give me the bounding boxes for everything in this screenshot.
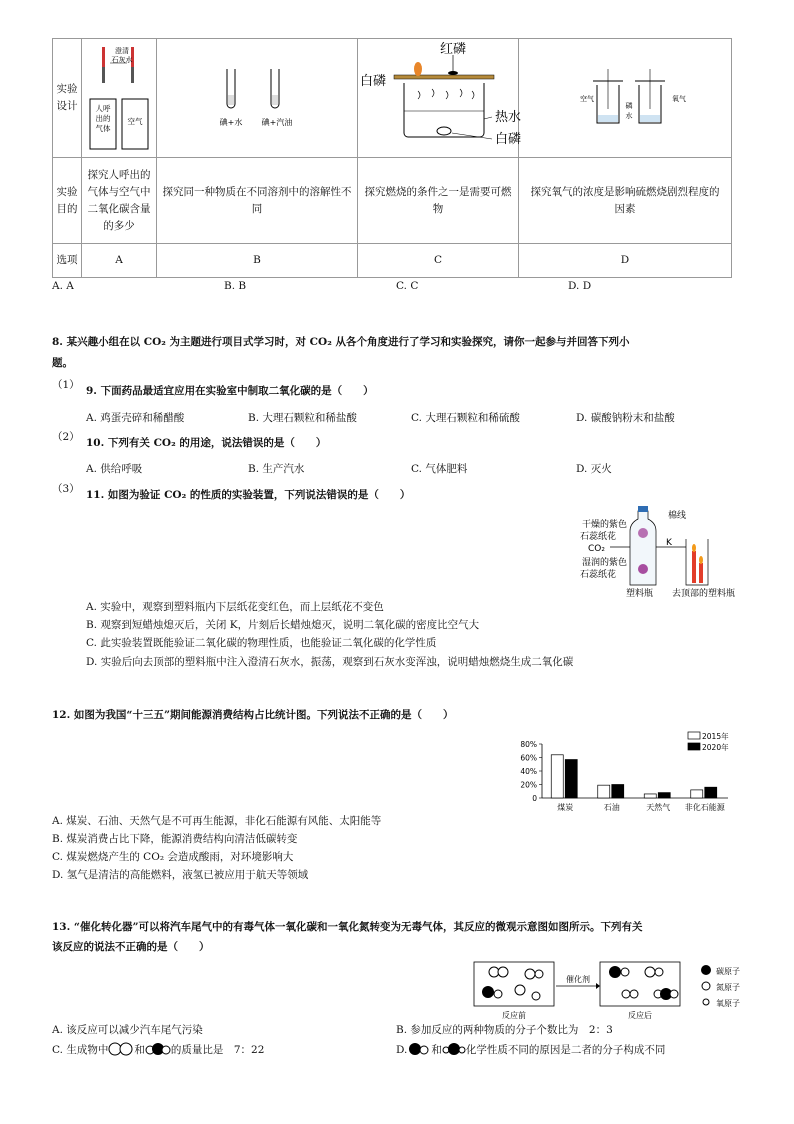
co2-molecule-icon-d xyxy=(442,1042,466,1056)
label-exhaled-1: 人呼 xyxy=(95,104,111,113)
x-tick-label: 石油 xyxy=(603,803,620,812)
purpose-c: 探究燃烧的条件之一是需要可燃物 xyxy=(358,158,519,244)
n2-molecule-icon xyxy=(108,1042,134,1056)
label-before: 反应前 xyxy=(502,1011,526,1020)
design-d xyxy=(519,39,732,158)
row-label-design: 实验 设计 xyxy=(53,39,82,158)
q13-option-b[interactable]: B. 参加反应的两种物质的分子个数比为 2：3 xyxy=(396,1024,613,1036)
legend-label: 2015年 xyxy=(702,732,729,741)
label-dry-2: 石蕊纸花 xyxy=(580,532,617,542)
q12-option-c[interactable]: C. 煤炭燃烧产生的 CO₂ 会造成酸雨，对环境影响大 xyxy=(52,851,294,863)
q7-option-a[interactable]: A. A xyxy=(52,280,74,292)
q13-option-c[interactable] xyxy=(52,1042,264,1057)
q13-option-d-prefix: D. xyxy=(396,1044,408,1056)
sub-number-2: （2） xyxy=(52,431,80,443)
q13-option-d[interactable] xyxy=(396,1042,665,1057)
q7-option-b[interactable]: B. B xyxy=(224,280,247,292)
y-tick-label: 80% xyxy=(520,740,537,749)
bar-2020年-天然气 xyxy=(658,793,670,798)
option-c: C xyxy=(358,244,519,278)
q9-option-b[interactable]: B. 大理石颗粒和稀盐酸 xyxy=(248,412,357,424)
row-label-purpose: 实验 目的 xyxy=(53,158,82,244)
option-d: D xyxy=(519,244,732,278)
co-molecule-icon xyxy=(407,1042,431,1056)
figure-breath-test xyxy=(82,39,156,151)
q10-option-d[interactable]: D. 灭火 xyxy=(576,463,612,475)
purpose-d: 探究氧气的浓度是影响硫燃烧剧烈程度的因素 xyxy=(519,158,732,244)
bar-2020年-非化石能源 xyxy=(705,787,717,798)
figure-combustion xyxy=(358,39,522,151)
bar-2015年-非化石能源 xyxy=(691,790,703,798)
label-catalyst: 催化剂 xyxy=(566,975,590,984)
before-box xyxy=(474,962,554,1006)
co2-molecule-icon xyxy=(145,1042,171,1056)
label-d-water: 水 xyxy=(625,112,633,120)
reaction-diagram xyxy=(470,960,750,1022)
q10-option-c[interactable]: C. 气体肥料 xyxy=(411,463,468,475)
sub-number-1: （1） xyxy=(52,379,80,391)
design-b xyxy=(157,39,358,158)
design-c xyxy=(358,39,522,158)
bar-2020年-石油 xyxy=(612,785,624,799)
label-co2: CO₂ xyxy=(588,544,605,554)
q13-option-a[interactable]: A. 该反应可以减少汽车尾气污染 xyxy=(52,1024,203,1036)
label-wet-2: 石蕊纸花 xyxy=(580,570,617,580)
row-label-option: 选项 xyxy=(53,244,82,278)
bar-2015年-天然气 xyxy=(644,794,656,798)
q12-stem: 12. 如图为我国“十三五”期间能源消费结构占比统计图。下列说法不正确的是（ ） xyxy=(52,709,454,721)
bar-2015年-煤炭 xyxy=(551,755,563,798)
legend-label: 2020年 xyxy=(702,743,729,752)
x-tick-label: 非化石能源 xyxy=(684,803,725,812)
energy-consumption-chart xyxy=(506,728,748,814)
q11-option-a[interactable]: A. 实验中，观察到塑料瓶内下层纸花变红色，而上层纸花不变色 xyxy=(86,601,384,613)
legend-oxygen: 氧原子 xyxy=(716,999,740,1008)
y-tick-label: 60% xyxy=(520,753,537,763)
label-iodine-water: 碘+水 xyxy=(219,118,243,127)
legend-nitrogen: 氮原子 xyxy=(716,983,740,992)
legend-swatch xyxy=(688,743,700,750)
label-cut-bottle: 去顶部的塑料瓶 xyxy=(672,589,736,599)
figure-co2-experiment xyxy=(568,503,748,603)
label-d-phosphorus: 磷 xyxy=(625,102,633,110)
option-b: B xyxy=(157,244,358,278)
label-plastic-bottle: 塑料瓶 xyxy=(626,589,654,599)
q13-option-c-and: 和 xyxy=(134,1044,145,1056)
design-a xyxy=(82,39,157,158)
legend-carbon: 碳原子 xyxy=(716,967,740,976)
q10-option-a[interactable]: A. 供给呼吸 xyxy=(86,463,143,475)
label-wet-1: 湿润的紫色 xyxy=(582,558,628,568)
figure-sulfur-burning xyxy=(519,39,731,151)
q8-stem-line2: 题。 xyxy=(52,357,73,369)
x-tick-label: 煤炭 xyxy=(557,803,574,812)
label-d-oxygen: 氧气 xyxy=(672,95,686,103)
q7-option-c[interactable]: C. C xyxy=(396,280,419,292)
label-dry-1: 干燥的紫色 xyxy=(582,520,628,530)
q13-option-c-suffix: 的质量比是 7：22 xyxy=(170,1044,265,1056)
q13-option-c-prefix: C. 生成物中 xyxy=(52,1044,109,1056)
option-a: A xyxy=(82,244,157,278)
label-hot-water: 热水 xyxy=(494,110,522,125)
y-tick-label: 0 xyxy=(532,794,537,803)
q12-option-d[interactable]: D. 氢气是清洁的高能燃料，液氢已被应用于航天等领域 xyxy=(52,869,309,881)
sub-number-3: （3） xyxy=(52,483,80,495)
y-tick-label: 20% xyxy=(520,780,537,790)
label-exhaled-3: 气体 xyxy=(95,124,111,133)
q13-stem-line1: 13. “催化转化器”可以将汽车尾气中的有毒气体一氧化碳和一氧化氮转变为无毒气体，其反应的微观示意图如图所示。下列有关 xyxy=(52,921,643,933)
q11-option-d[interactable]: D. 实验后向去顶部的塑料瓶中注入澄清石灰水，振荡，观察到石灰水变浑浊，说明蜡烛燃烧生成二氧化碳 xyxy=(86,656,574,668)
label-d-air: 空气 xyxy=(580,95,594,103)
q11-option-c[interactable]: C. 此实验装置既能验证二氧化碳的物理性质，也能验证二氧化碳的化学性质 xyxy=(86,637,437,649)
label-red-phosphorus: 红磷 xyxy=(439,42,467,57)
y-tick-label: 40% xyxy=(520,767,537,776)
experiment-table xyxy=(52,38,732,278)
figure-iodine-tubes xyxy=(157,39,357,151)
purpose-a: 探究人呼出的气体与空气中二氧化碳含量的多少 xyxy=(82,158,157,244)
label-cotton-thread: 棉线 xyxy=(668,511,687,521)
q11-stem: 11. 如图为验证 CO₂ 的性质的实验装置，下列说法错误的是（ ） xyxy=(86,489,411,501)
q11-option-b[interactable]: B. 观察到短蜡烛熄灭后，关闭 K，片刻后长蜡烛熄灭，说明二氧化碳的密度比空气大 xyxy=(86,619,480,631)
q12-option-b[interactable]: B. 煤炭消费占比下降，能源消费结构向清洁低碳转变 xyxy=(52,833,298,845)
x-tick-label: 天然气 xyxy=(646,803,671,812)
label-air: 空气 xyxy=(127,117,143,126)
label-iodine-gasoline: 碘+汽油 xyxy=(261,118,293,127)
bar-2015年-石油 xyxy=(598,785,610,798)
legend-swatch xyxy=(688,732,700,739)
q9-option-d[interactable]: D. 碳酸钠粉末和盐酸 xyxy=(576,412,675,424)
q8-stem-line1: 8. 某兴趣小组在以 CO₂ 为主题进行项目式学习时，对 CO₂ 从各个角度进行了学习和实验探究，请你一起参与并回答下列小 xyxy=(52,336,630,348)
q9-stem: 9. 下面药品最适宜应用在实验室中制取二氧化碳的是（ ） xyxy=(86,385,374,397)
q13-option-d-and: 和 xyxy=(431,1044,442,1056)
label-exhaled-2: 出的 xyxy=(95,114,111,123)
q7-option-d[interactable]: D. D xyxy=(568,280,592,292)
label-limewater-2: 石灰水 xyxy=(111,56,133,64)
label-limewater-1: 澄清 xyxy=(115,47,129,55)
q9-option-a[interactable]: A. 鸡蛋壳碎和稀醋酸 xyxy=(86,412,185,424)
q13-option-d-suffix: 化学性质不同的原因是二者的分子构成不同 xyxy=(465,1044,666,1056)
q10-option-b[interactable]: B. 生产汽水 xyxy=(248,463,305,475)
q13-stem-line2: 该反应的说法不正确的是（ ） xyxy=(52,941,210,953)
bar-2020年-煤炭 xyxy=(565,760,577,798)
label-after: 反应后 xyxy=(628,1011,652,1020)
purpose-b: 探究同一种物质在不同溶剂中的溶解性不同 xyxy=(157,158,358,244)
q10-stem: 10. 下列有关 CO₂ 的用途，说法错误的是（ ） xyxy=(86,437,327,449)
q12-option-a[interactable]: A. 煤炭、石油、天然气是不可再生能源，非化石能源有风能、太阳能等 xyxy=(52,815,382,827)
label-white-phosphorus-bottom: 白磷 xyxy=(494,132,522,147)
label-valve-k: K xyxy=(666,538,672,548)
q9-option-c[interactable]: C. 大理石颗粒和稀硫酸 xyxy=(411,412,520,424)
label-white-phosphorus-top: 白磷 xyxy=(359,74,387,89)
